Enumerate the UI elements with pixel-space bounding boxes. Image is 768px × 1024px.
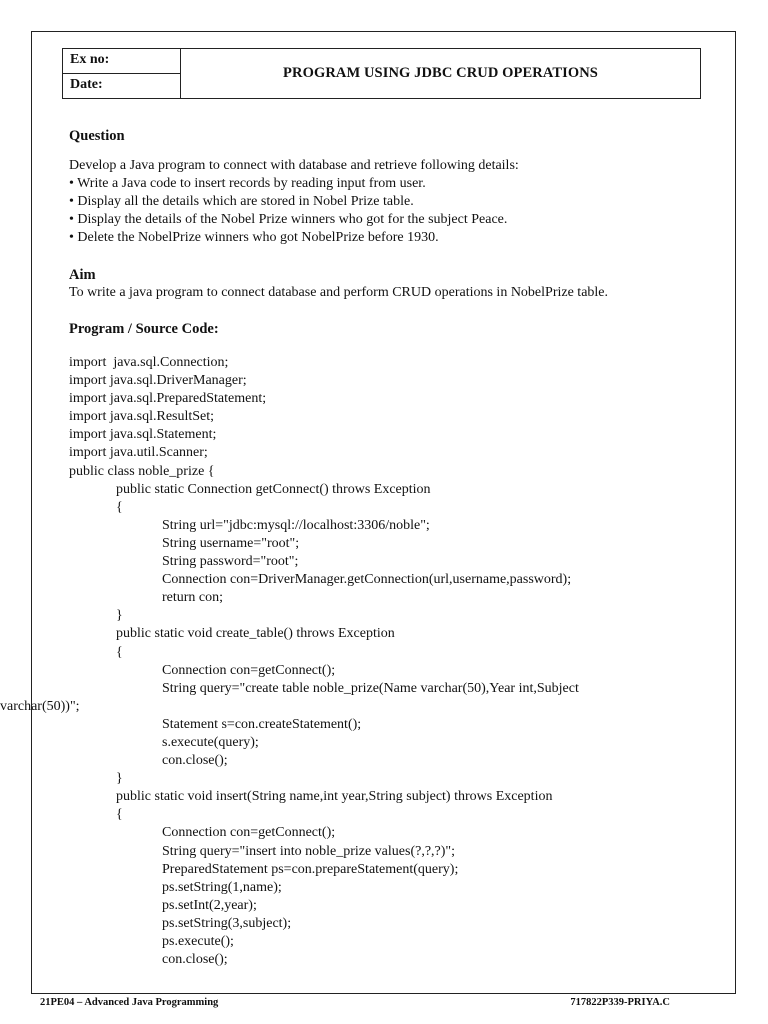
code-line: import java.sql.ResultSet; — [69, 409, 215, 425]
header-left-column — [63, 49, 181, 98]
code-line: import java.sql.Statement; — [69, 427, 217, 443]
code-line: { — [116, 644, 123, 660]
code-line: varchar(50))"; — [0, 698, 80, 714]
code-line: public static void create_table() throws Exception — [116, 626, 395, 642]
code-line: Statement s=con.createStatement(); — [162, 716, 362, 732]
code-line: { — [116, 499, 123, 515]
code-line: ps.setString(3,subject); — [162, 915, 292, 931]
code-line: return con; — [162, 590, 224, 606]
code-line: import java.util.Scanner; — [69, 445, 208, 461]
question-line: • Delete the NobelPrize winners who got NobelPrize before 1930. — [69, 230, 439, 246]
code-line: Connection con=getConnect(); — [162, 662, 336, 678]
question-section — [69, 127, 709, 338]
aim-text: To write a java program to connect database and perform CRUD operations in NobelPrize table. — [69, 284, 609, 300]
question-line: • Display the details of the Nobel Prize winners who got for the subject Peace. — [69, 212, 508, 228]
aim-heading: Aim — [69, 266, 96, 283]
code-line: PreparedStatement ps=con.prepareStatement(query); — [162, 861, 459, 877]
code-line: public static void insert(String name,int year,String subject) throws Exception — [116, 789, 553, 805]
footer-student-id: 717822P339-PRIYA.C — [570, 997, 670, 1008]
code-line: String query="create table noble_prize(Name varchar(50),Year int,Subject — [162, 680, 579, 696]
footer-course: 21PE04 – Advanced Java Programming — [40, 997, 219, 1008]
code-line: public class noble_prize { — [69, 463, 215, 479]
code-line: ps.setString(1,name); — [162, 879, 282, 895]
code-line: con.close(); — [162, 753, 228, 769]
page-title: PROGRAM USING JDBC CRUD OPERATIONS — [283, 65, 598, 81]
program-heading: Program / Source Code: — [69, 320, 219, 337]
source-code — [0, 354, 579, 969]
code-line: String password="root"; — [162, 554, 299, 570]
code-line: Connection con=DriverManager.getConnection(url,username,password); — [162, 572, 572, 588]
code-line: } — [116, 771, 123, 787]
code-line: import java.sql.Connection; — [69, 355, 229, 370]
code-line: { — [116, 807, 123, 823]
code-line: ps.setInt(2,year); — [162, 897, 257, 913]
question-line: • Display all the details which are stored in Nobel Prize table. — [69, 194, 414, 210]
code-line: Connection con=getConnect(); — [162, 825, 336, 841]
ex-no-label: Ex no: — [63, 49, 181, 74]
code-line: ps.execute(); — [162, 934, 234, 949]
date-label: Date: — [70, 77, 103, 92]
question-line: Develop a Java program to connect with database and retrieve following details: — [69, 158, 519, 174]
code-line: import java.sql.PreparedStatement; — [69, 391, 267, 407]
question-line: • Write a Java code to insert records by reading input from user. — [69, 176, 426, 192]
code-line: String url="jdbc:mysql://localhost:3306/noble"; — [162, 517, 430, 533]
code-line: s.execute(query); — [162, 734, 259, 750]
header-table — [62, 48, 701, 99]
code-line: import java.sql.DriverManager; — [69, 373, 247, 389]
code-line: } — [116, 608, 123, 624]
code-line: con.close(); — [162, 952, 228, 968]
code-line: public static Connection getConnect() throws Exception — [116, 481, 431, 497]
question-heading: Question — [69, 128, 125, 144]
code-line: String query="insert into noble_prize values(?,?,?)"; — [162, 843, 456, 859]
question-text — [69, 157, 709, 247]
code-line: String username="root"; — [162, 535, 300, 551]
